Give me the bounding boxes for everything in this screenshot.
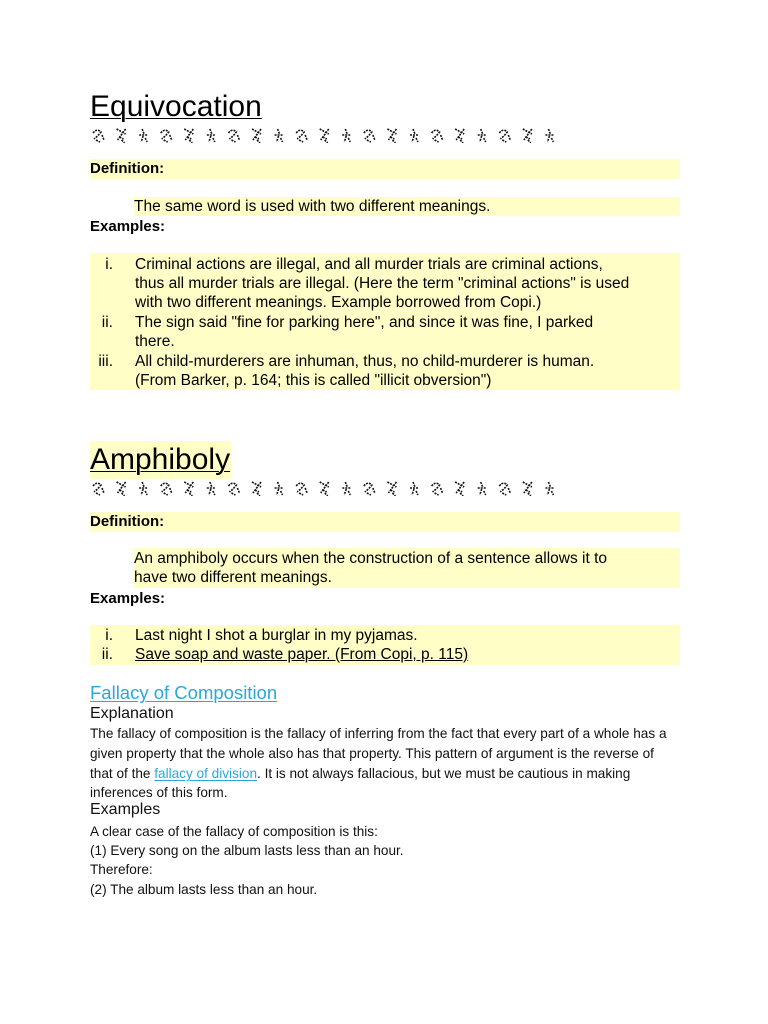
list-number: i. bbox=[105, 256, 113, 273]
ornament-glyph bbox=[478, 129, 487, 142]
amphiboly-definition-label: Definition: bbox=[90, 512, 680, 532]
example-line: A clear case of the fallacy of composition is this: bbox=[90, 824, 378, 839]
explanation-heading: Explanation bbox=[90, 705, 174, 722]
ornament-glyph bbox=[184, 482, 193, 496]
amphiboly-examples-block bbox=[90, 625, 680, 665]
ornament-glyph bbox=[523, 482, 532, 496]
ornament-glyph bbox=[207, 482, 216, 495]
equivocation-definition-label: Definition: bbox=[90, 159, 680, 179]
list-item-line: there. bbox=[135, 333, 175, 350]
ornament-glyph bbox=[139, 129, 148, 142]
definition-line: An amphiboly occurs when the construction of a sentence allows it to bbox=[134, 550, 608, 567]
ornament-glyph bbox=[117, 482, 126, 496]
ornament-glyph bbox=[455, 482, 464, 496]
ornament-glyph bbox=[275, 129, 284, 142]
explanation-line-with-link bbox=[90, 764, 630, 784]
ornament-glyph bbox=[455, 129, 464, 143]
ornament-glyph bbox=[207, 129, 216, 142]
ornament-glyph bbox=[364, 130, 375, 142]
ornament-glyph bbox=[342, 129, 351, 142]
ornament-glyph bbox=[364, 483, 375, 495]
list-item-line: with two different meanings. Example borrowed from Copi.) bbox=[135, 294, 542, 311]
ornament-glyph bbox=[320, 129, 329, 143]
list-number: ii. bbox=[101, 646, 113, 663]
list-item-line: thus all murder trials are illegal. (Here the term "criminal actions" is used bbox=[135, 275, 630, 292]
ornament-glyph bbox=[93, 483, 104, 495]
ornament-glyph bbox=[342, 482, 351, 495]
explanation-line: The fallacy of composition is the fallacy of inferring from the fact that every part of a whole has a bbox=[90, 726, 667, 741]
ornament-glyph bbox=[139, 482, 148, 495]
ornament-glyph bbox=[161, 483, 172, 495]
ornament-glyphs bbox=[91, 127, 565, 143]
list-item-line: (From Barker, p. 164; this is called "illicit obversion") bbox=[135, 372, 492, 389]
ornament-glyph bbox=[410, 129, 419, 142]
list-number: iii. bbox=[98, 353, 113, 370]
composition-title-link[interactable]: Fallacy of Composition bbox=[90, 682, 278, 703]
example-line: (1) Every song on the album lasts less than an hour. bbox=[90, 843, 404, 858]
list-item-line: All child-murderers are inhuman, thus, no child-murderer is human. bbox=[135, 353, 595, 370]
list-item-line: Save soap and waste paper. (From Copi, p. 115) bbox=[135, 646, 469, 663]
equivocation-ornament bbox=[91, 127, 565, 143]
amphiboly-ornament bbox=[91, 480, 565, 496]
equivocation-examples-label: Examples: bbox=[90, 218, 166, 235]
ornament-glyph bbox=[523, 129, 532, 143]
list-number: i. bbox=[105, 627, 113, 644]
ornament-glyph bbox=[93, 130, 104, 142]
ornament-glyph bbox=[387, 129, 396, 143]
amphiboly-definition-block bbox=[134, 548, 680, 588]
ornament-glyph bbox=[252, 482, 261, 496]
ornament-glyph bbox=[545, 482, 554, 495]
list-item-line: Criminal actions are illegal, and all murder trials are criminal actions, bbox=[135, 256, 603, 273]
ornament-glyph bbox=[499, 130, 510, 142]
explanation-text: that of the bbox=[90, 766, 155, 781]
ornament-glyph bbox=[275, 482, 284, 495]
ornament-glyph bbox=[387, 482, 396, 496]
ornament-glyph bbox=[161, 130, 172, 142]
list-number: ii. bbox=[101, 314, 113, 331]
ornament-glyph bbox=[228, 483, 239, 495]
example-line: Therefore: bbox=[90, 862, 153, 877]
ornament-glyph bbox=[478, 482, 487, 495]
equivocation-examples-block bbox=[90, 253, 680, 390]
ornament-glyphs bbox=[91, 480, 565, 496]
ornament-glyph bbox=[432, 130, 443, 142]
explanation-text: . It is not always fallacious, but we must be cautious in making bbox=[257, 766, 631, 781]
example-line: (2) The album lasts less than an hour. bbox=[90, 882, 318, 897]
list-item-line: Last night I shot a burglar in my pyjamas. bbox=[135, 627, 418, 644]
ornament-glyph bbox=[499, 483, 510, 495]
examples-heading: Examples bbox=[90, 801, 161, 818]
ornament-glyph bbox=[184, 129, 193, 143]
explanation-line: given property that the whole also has that property. This pattern of argument is the reverse of bbox=[90, 746, 654, 761]
ornament-glyph bbox=[252, 129, 261, 143]
equivocation-title: Equivocation bbox=[90, 90, 262, 123]
equivocation-definition-text: The same word is used with two different meanings. bbox=[134, 197, 680, 216]
ornament-glyph bbox=[228, 130, 239, 142]
ornament-glyph bbox=[410, 482, 419, 495]
ornament-glyph bbox=[296, 130, 307, 142]
ornament-glyph bbox=[545, 129, 554, 142]
ornament-glyph bbox=[432, 483, 443, 495]
ornament-glyph bbox=[320, 482, 329, 496]
ornament-glyph bbox=[117, 129, 126, 143]
amphiboly-examples-label: Examples: bbox=[90, 590, 166, 607]
amphiboly-title: Amphiboly bbox=[90, 443, 231, 476]
list-item-line: The sign said "fine for parking here", and since it was fine, I parked bbox=[135, 314, 594, 331]
fallacy-of-division-link[interactable]: fallacy of division bbox=[154, 766, 258, 781]
explanation-line: inferences of this form. bbox=[90, 785, 228, 800]
definition-line: have two different meanings. bbox=[134, 569, 332, 586]
ornament-glyph bbox=[296, 483, 307, 495]
